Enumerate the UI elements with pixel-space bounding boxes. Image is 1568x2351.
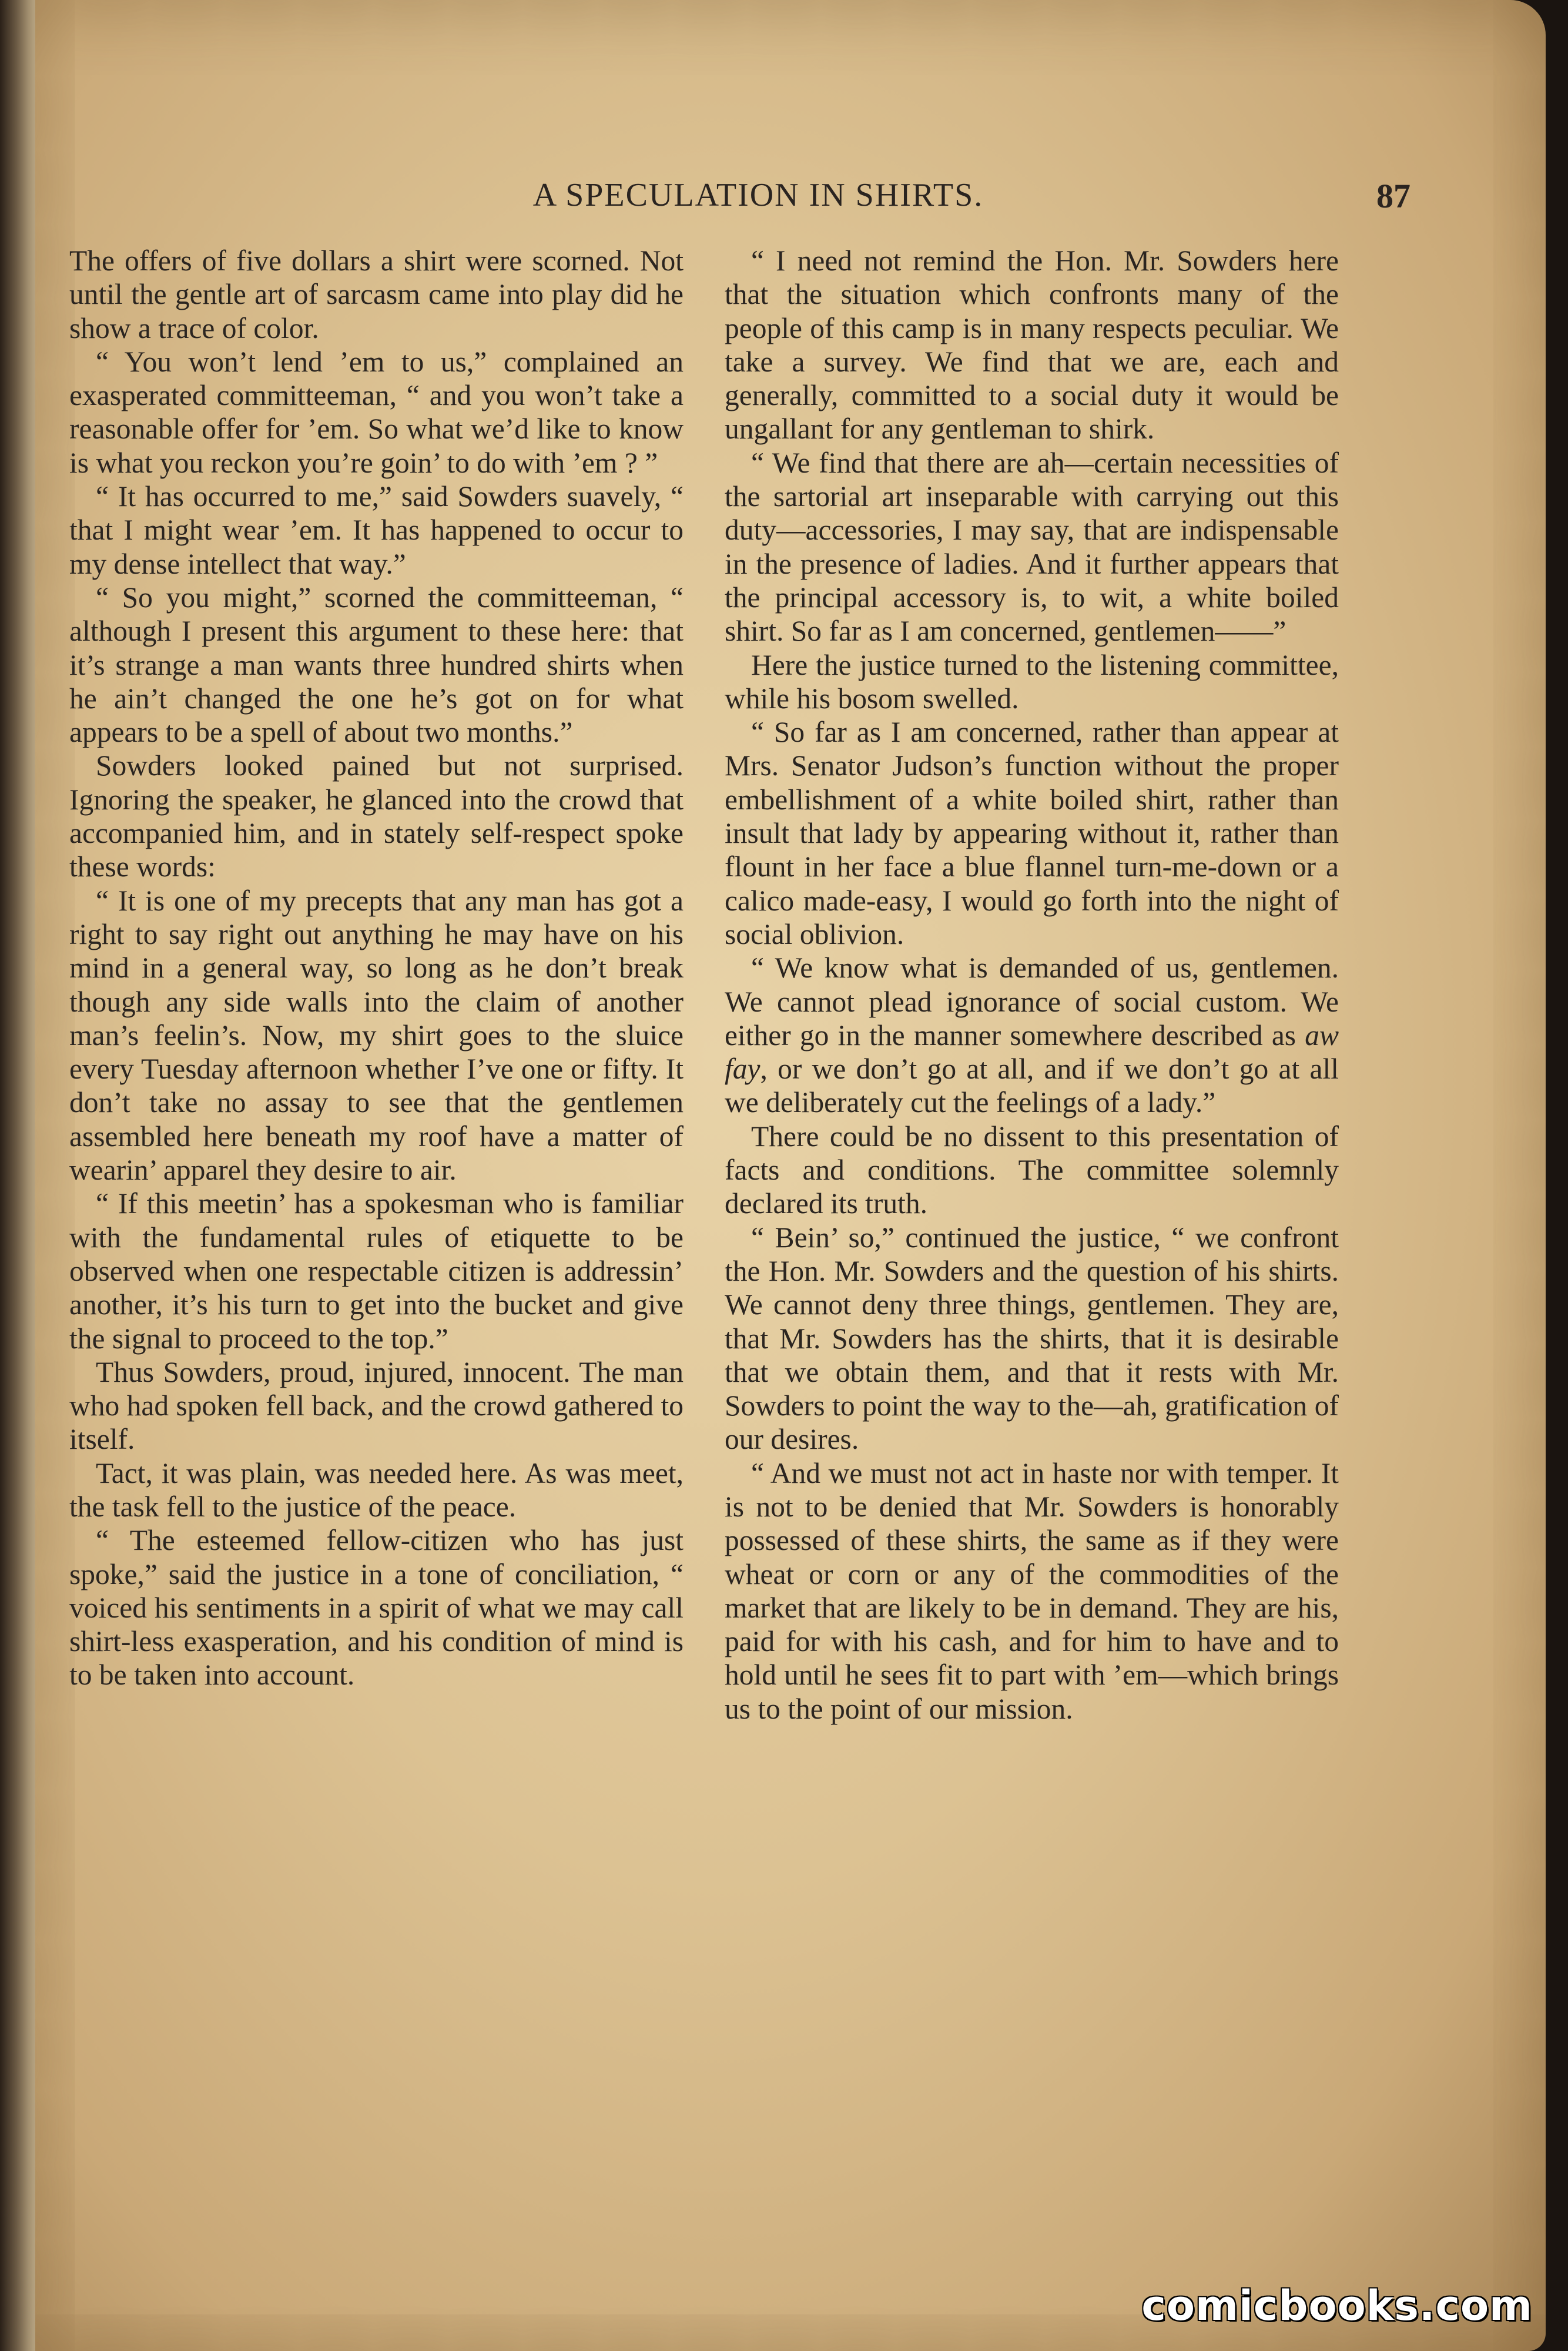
- paragraph: “ It has occurred to me,” said Sowders suavely, “ that I might wear ’em. It has happened to occur to my dense intellect that way.”: [69, 480, 684, 580]
- right-column: [725, 244, 1339, 1726]
- paragraph: “ It is one of my precepts that any man has got a right to say right out anything he may have on his mind in a general way, so long as he don’t break though any side walls into the claim of another man’s feelin’s. Now, my shirt goes to the sluice every Tuesday afternoon whether I’ve one or fifty. It don’t take no assay to see that the gentlemen assembled here beneath my roof have a matter of wearin’ apparel they desire to air.: [69, 884, 684, 1187]
- paragraph: “ The esteemed fellow-citizen who has just spoke,” said the justice in a tone of conciliation, “ voiced his sentiments in a spirit of what we may call shirt-less exasperation, and his condition of mind is to be taken into account.: [69, 1524, 684, 1692]
- paragraph: “ You won’t lend ’em to us,” complained an exasperated committeeman, “ and you won’t take a reasonable offer for ’em. So what we’d like to know is what you reckon you’re goin’ to do with ’em ? ”: [69, 345, 684, 479]
- paragraph: The offers of five dollars a shirt were scorned. Not until the gentle art of sarcasm came into play did he show a trace of color.: [69, 245, 684, 344]
- paragraph: [725, 951, 1339, 1119]
- left-column: [69, 244, 684, 1692]
- paragraph: Here the justice turned to the listening committee, while his bosom swelled.: [725, 648, 1339, 715]
- watermark: comicbooks.com: [1141, 2282, 1533, 2330]
- page-number: 87: [1376, 177, 1410, 215]
- paragraph: “ So far as I am concerned, rather than appear at Mrs. Senator Judson’s function without the proper embellishment of a white boiled shirt, rather than insult that lady by appearing without it, rather than flount in her face a blue flannel turn-me-down or a calico made-easy, I would go forth into the night of social oblivion.: [725, 716, 1339, 950]
- italic-phrase: aw fay: [725, 1019, 1339, 1086]
- paragraph-text: “ We know what is demanded of us, gentlemen. We cannot plead ignorance of social custom. We either go in the manner somewhere described as: [725, 952, 1339, 1051]
- paragraph: There could be no dissent to this presentation of facts and conditions. The committee solemnly declared its truth.: [725, 1120, 1339, 1220]
- running-head: [106, 176, 1410, 223]
- paragraph: “ Bein’ so,” continued the justice, “ we confront the Hon. Mr. Sowders and the question of his shirts. We cannot deny three things, gentlemen. They are, that Mr. Sowders has the shirts, that it is desirable that we obtain them, and that it rests with Mr. Sowders to point the way to the—ah, gratification of our desires.: [725, 1221, 1339, 1456]
- paragraph: “ I need not remind the Hon. Mr. Sowders here that the situation which confronts many of the people of this camp is in many respects peculiar. We take a survey. We find that we are, each and generally, committed to a social duty it would be ungallant for any gentleman to shirk.: [725, 245, 1339, 446]
- paragraph: “ If this meetin’ has a spokesman who is familiar with the fundamental rules of etiquette to be observed when one respectable citizen is addressin’ another, it’s his turn to get into the bucket and give the signal to proceed to the top.”: [69, 1187, 684, 1355]
- paragraph: Tact, it was plain, was needed here. As was meet, the task fell to the justice of the peace.: [69, 1456, 684, 1523]
- running-title: A SPECULATION IN SHIRTS.: [532, 177, 984, 213]
- paragraph-text: , or we don’t go at all, and if we don’t go at all we deliberately cut the feelings of a lady.”: [725, 1053, 1339, 1119]
- paragraph: “ We find that there are ah—certain necessities of the sartorial art inseparable with carrying out this duty—accessories, I may say, that are indispensable in the presence of ladies. And it further appears that the principal accessory is, to wit, a white boiled shirt. So far as I am concerned, gentlemen——”: [725, 446, 1339, 648]
- paragraph: “ So you might,” scorned the committeeman, “ although I present this argument to these here: that it’s strange a man wants three hundred shirts when he ain’t changed the one he’s got on for what appears to be a spell of about two months.”: [69, 581, 684, 749]
- paragraph: “ And we must not act in haste nor with temper. It is not to be denied that Mr. Sowders is honorably possessed of these shirts, the same as if they were wheat or corn or any of the commodities of the market that are likely to be in demand. They are his, paid for with his cash, and for him to have and to hold until he sees fit to part with ’em—which brings us to the point of our mission.: [725, 1456, 1339, 1725]
- paragraph: Thus Sowders, proud, injured, innocent. The man who had spoken fell back, and the crowd gathered to itself.: [69, 1355, 684, 1456]
- paragraph: Sowders looked pained but not surprised. Ignoring the speaker, he glanced into the crowd that accompanied him, and in stately self-respect spoke these words:: [69, 749, 684, 883]
